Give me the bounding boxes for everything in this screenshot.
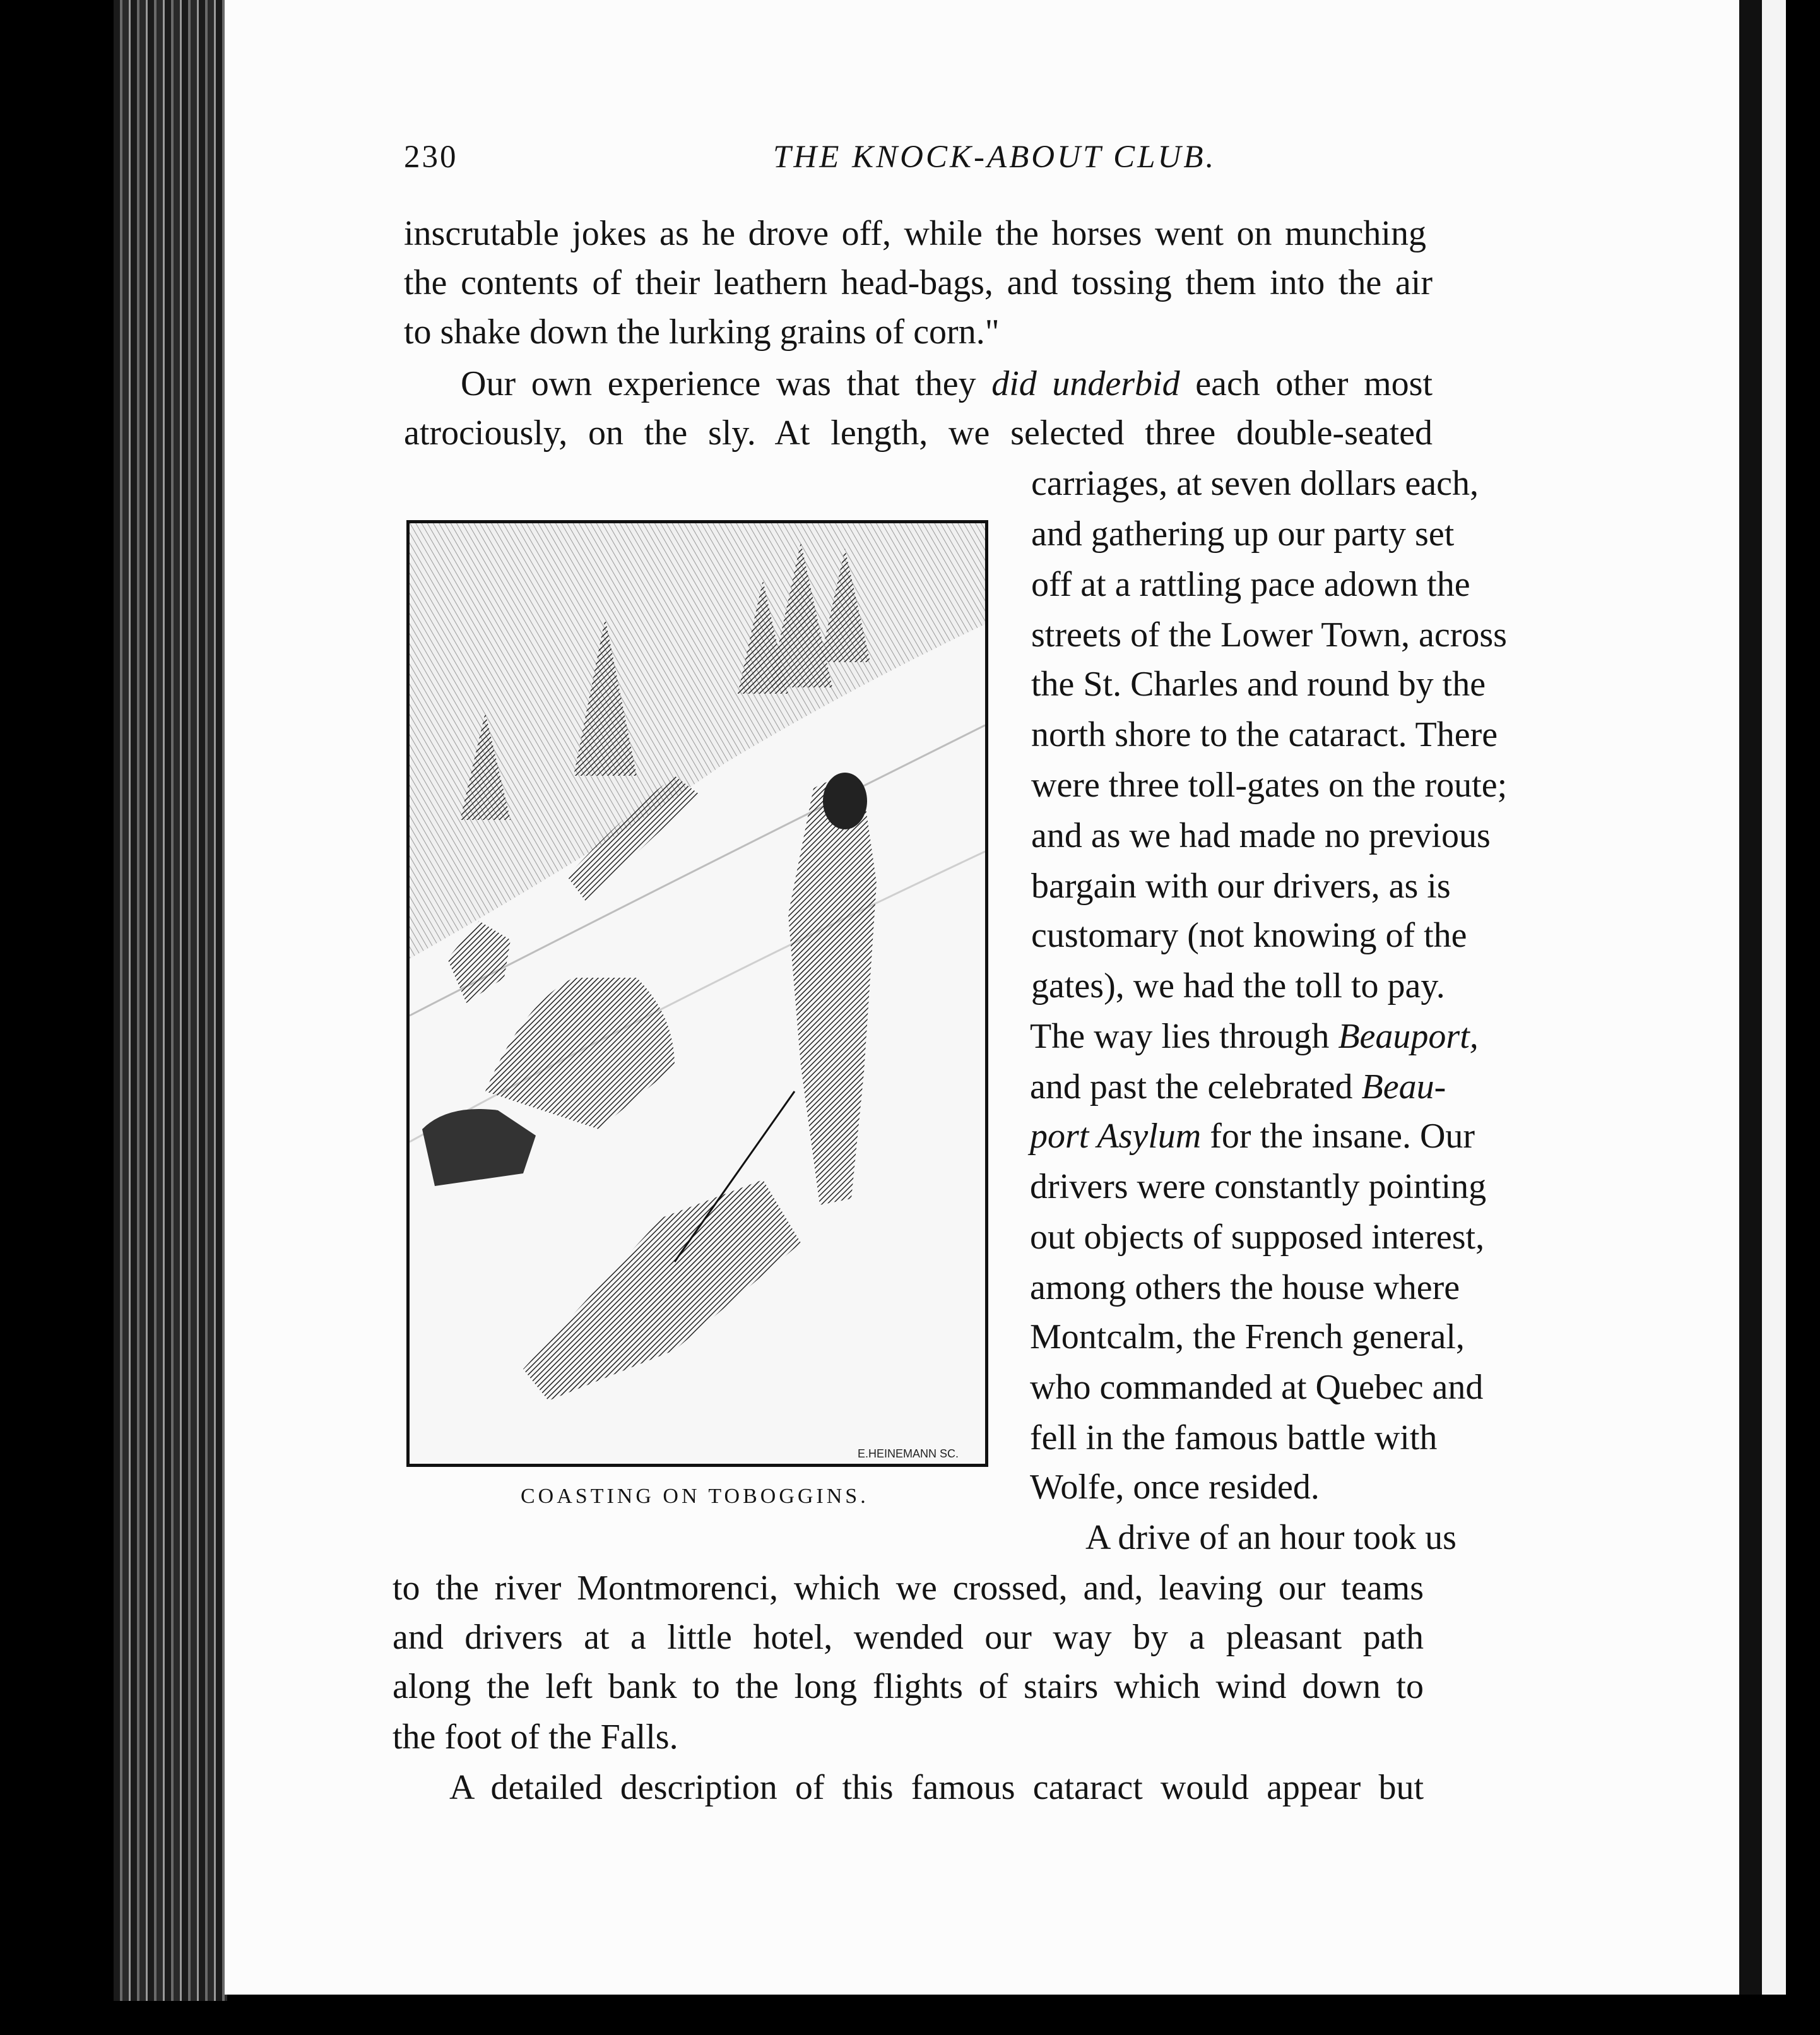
italic-text: port Asylum	[1030, 1117, 1202, 1156]
facing-page-edge	[1729, 0, 1786, 1995]
text-line: inscrutable jokes as he drove off, while the horses went on munching	[404, 214, 1426, 253]
italic-text: Beauport,	[1338, 1017, 1479, 1056]
text-span: and past the celebrated	[1030, 1067, 1362, 1106]
text-line: among others the house where	[1030, 1268, 1460, 1307]
text-line	[461, 365, 1433, 403]
text-line: out objects of supposed interest,	[1030, 1218, 1485, 1257]
book-page-edges	[114, 0, 227, 2001]
text-line: north shore to the cataract. There	[1031, 715, 1498, 754]
text-line: and drivers at a little hotel, wended our way by a pleasant path	[393, 1618, 1424, 1657]
text-line: customary (not knowing of the	[1031, 916, 1467, 955]
illustration-coasting-on-toboggins	[406, 520, 988, 1467]
text-line: gates), we had the toll to pay.	[1031, 966, 1445, 1006]
text-line	[1030, 1067, 1446, 1106]
text-line: carriages, at seven dollars each,	[1031, 464, 1479, 503]
engraver-signature: E.HEINEMANN SC.	[857, 1447, 959, 1460]
text-span: for the insane. Our	[1201, 1117, 1475, 1156]
text-line: bargain with our drivers, as is	[1031, 867, 1451, 906]
text-line: drivers were constantly pointing	[1030, 1167, 1487, 1206]
page-number: 230	[404, 139, 458, 175]
text-line: who commanded at Quebec and	[1030, 1368, 1484, 1407]
text-line: Wolfe, once resided.	[1030, 1468, 1320, 1507]
running-title: THE KNOCK-ABOUT CLUB.	[773, 139, 1217, 175]
text-line: off at a rattling pace adown the	[1031, 565, 1470, 604]
book-page	[225, 0, 1780, 1995]
text-line: the St. Charles and round by the	[1031, 665, 1486, 704]
text-line: A drive of an hour took us	[1085, 1518, 1457, 1557]
text-line	[1030, 1017, 1479, 1056]
text-line: A detailed description of this famous cataract would appear but	[449, 1768, 1424, 1807]
text-line: the contents of their leathern head-bags, and tossing them into the air	[404, 263, 1433, 302]
text-span: The way lies through	[1030, 1017, 1338, 1056]
italic-text: did underbid	[991, 364, 1180, 403]
text-line: were three toll-gates on the route;	[1031, 766, 1508, 805]
text-span: each other most	[1179, 364, 1433, 403]
figure-caption: COASTING ON TOBOGGINS.	[521, 1485, 869, 1508]
text-line: and as we had made no previous	[1031, 816, 1491, 855]
text-line: fell in the famous battle with	[1030, 1418, 1438, 1457]
text-line: Montcalm, the French general,	[1030, 1317, 1465, 1356]
text-line: atrociously, on the sly. At length, we selected three double-seated	[404, 413, 1433, 453]
text-span: Our own experience was that they	[461, 364, 992, 403]
text-line: streets of the Lower Town, across	[1031, 615, 1507, 655]
text-line: and gathering up our party set	[1031, 514, 1455, 554]
text-line: along the left bank to the long flights of stairs which wind down to	[393, 1667, 1424, 1706]
engraving-image	[410, 523, 985, 1464]
text-line: to shake down the lurking grains of corn."	[404, 312, 1000, 352]
italic-text: Beau-	[1361, 1067, 1446, 1106]
text-line	[1030, 1117, 1475, 1156]
text-line: to the river Montmorenci, which we crossed, and, leaving our teams	[393, 1569, 1424, 1608]
text-line: the foot of the Falls.	[393, 1718, 678, 1757]
